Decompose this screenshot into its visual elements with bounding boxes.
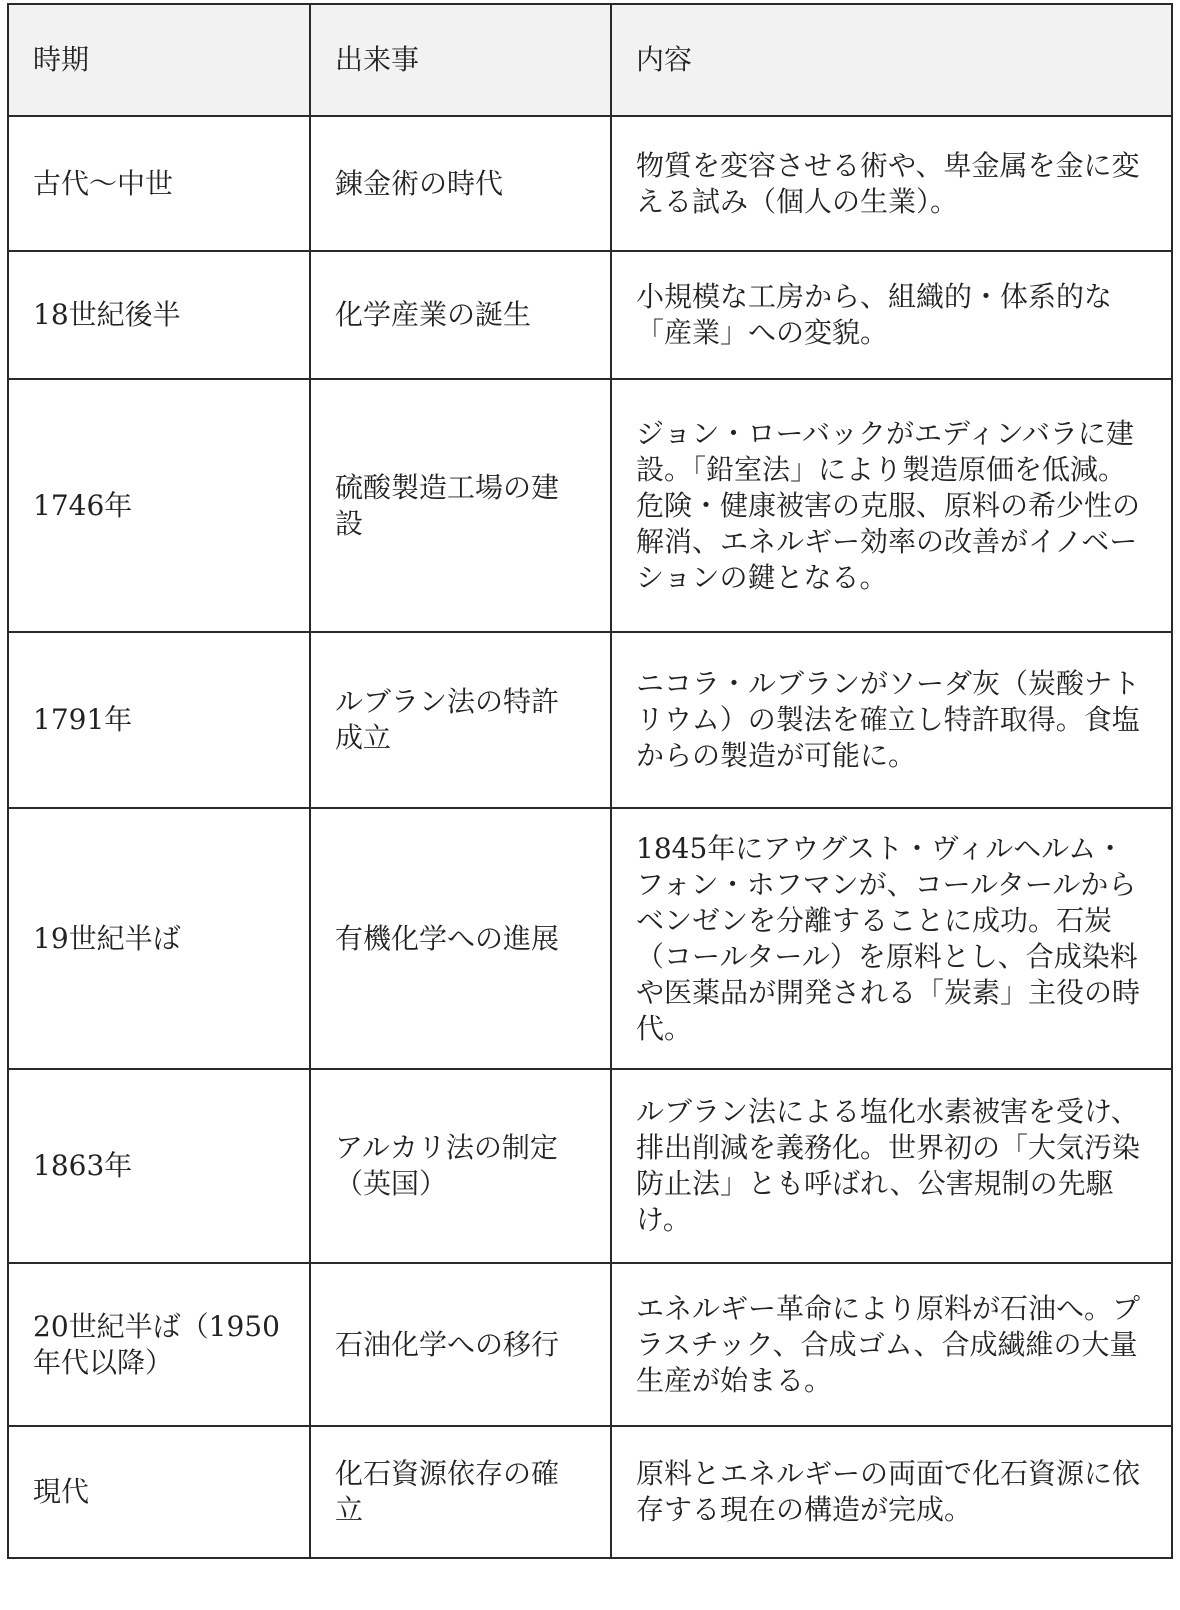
- content-cell: エネルギー革命により原料が石油へ。プラスチック、合成ゴム、合成繊維の大量生産が始まる。: [611, 1263, 1172, 1426]
- content-cell: 物質を変容させる術や、卑金属を金に変える試み（個人の生業）。: [611, 116, 1172, 251]
- event-cell: 有機化学への進展: [310, 808, 611, 1069]
- content-cell: 1845年にアウグスト・ヴィルヘルム・フォン・ホフマンが、コールタールからベンゼンを分離することに成功。石炭（コールタール）を原料とし、合成染料や医薬品が開発される「炭素」主役の時代。: [611, 808, 1172, 1069]
- content-cell: ニコラ・ルブランがソーダ灰（炭酸ナトリウム）の製法を確立し特許取得。食塩からの製造が可能に。: [611, 632, 1172, 808]
- table-row: [8, 632, 1172, 808]
- period-cell: 1863年: [8, 1069, 310, 1263]
- table-row: [8, 1263, 1172, 1426]
- header-content: 内容: [611, 4, 1172, 116]
- period-cell: 現代: [8, 1426, 310, 1558]
- event-cell: 化石資源依存の確立: [310, 1426, 611, 1558]
- content-cell: 小規模な工房から、組織的・体系的な「産業」への変貌。: [611, 251, 1172, 379]
- event-cell: アルカリ法の制定（英国）: [310, 1069, 611, 1263]
- table-row: [8, 251, 1172, 379]
- period-cell: 19世紀半ば: [8, 808, 310, 1069]
- content-cell: 原料とエネルギーの両面で化石資源に依存する現在の構造が完成。: [611, 1426, 1172, 1558]
- table-header-row: [8, 4, 1172, 116]
- table-row: [8, 1069, 1172, 1263]
- header-period: 時期: [8, 4, 310, 116]
- event-cell: 化学産業の誕生: [310, 251, 611, 379]
- period-cell: 20世紀半ば（1950年代以降）: [8, 1263, 310, 1426]
- table-row: [8, 1426, 1172, 1558]
- table-row: [8, 379, 1172, 632]
- content-cell: ルブラン法による塩化水素被害を受け、排出削減を義務化。世界初の「大気汚染防止法」とも呼ばれ、公害規制の先駆け。: [611, 1069, 1172, 1263]
- period-cell: 古代〜中世: [8, 116, 310, 251]
- table-row: [8, 116, 1172, 251]
- event-cell: ルブラン法の特許成立: [310, 632, 611, 808]
- timeline-table: [7, 3, 1173, 1559]
- event-cell: 石油化学への移行: [310, 1263, 611, 1426]
- period-cell: 18世紀後半: [8, 251, 310, 379]
- table-row: [8, 808, 1172, 1069]
- event-cell: 硫酸製造工場の建設: [310, 379, 611, 632]
- period-cell: 1791年: [8, 632, 310, 808]
- content-cell: ジョン・ローバックがエディンバラに建設。「鉛室法」により製造原価を低減。危険・健康被害の克服、原料の希少性の解消、エネルギー効率の改善がイノベーションの鍵となる。: [611, 379, 1172, 632]
- header-event: 出来事: [310, 4, 611, 116]
- event-cell: 錬金術の時代: [310, 116, 611, 251]
- period-cell: 1746年: [8, 379, 310, 632]
